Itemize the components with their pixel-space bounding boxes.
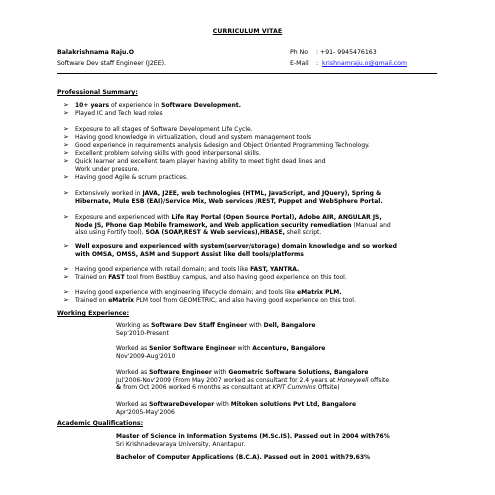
job-dell: Working as Software Dev Staff Engineer with Dell, Bangalore Sep'2010-Present [116, 322, 316, 337]
arrow-bullet-icon: ➢ [63, 273, 69, 281]
arrow-bullet-icon: ➢ [63, 213, 69, 221]
summary-item: ➢ Extensively worked in JAVA, J2EE, web technologies (HTML, JavaScript, and JQuery), Spring & Hibernate, Mule ESB (EAI)/Service Mix, Web services /REST, Puppet and WebSphere Portal. [63, 189, 383, 205]
summary-item: ➢ Trained on FAST tool from BestBuy campus, and also having good experience on this tool. [63, 273, 347, 281]
degree-msc: Master of Science in Information Systems (M.Sc.IS). Passed out in 2004 with76% Sri Krishnadevaraya University, Anantapur. [116, 433, 390, 448]
arrow-bullet-icon: ➢ [63, 133, 69, 141]
arrow-bullet-icon: ➢ [63, 265, 69, 273]
summary-item: ➢ Good experience in requirements analysis &design and Object Oriented Programming Technology. [63, 141, 370, 149]
summary-item: ➢ Excellent problem solving skills with good interpersonal skills. [63, 149, 261, 157]
section-professional-summary: Professional Summary: [57, 89, 138, 96]
summary-item: ➢ Exposure to all stages of Software Development Life Cycle. [63, 125, 253, 133]
summary-item: ➢ Played IC and Tech lead roles [63, 109, 163, 117]
job-mitoken: Worked as SoftwareDeveloper with Mitoken solutions Pvt Ltd, Bangalore Apr'2005-May'2006 [116, 401, 357, 416]
arrow-bullet-icon: ➢ [63, 101, 69, 109]
summary-item: ➢ Having good experience with engineering lifecycle domain; and tools like eMatrix PLM. [63, 288, 342, 296]
header-divider [57, 73, 437, 74]
phone-label: Ph No [290, 49, 309, 56]
summary-item: ➢ Having good Agile & scrum practices. [63, 173, 188, 181]
arrow-bullet-icon: ➢ [63, 125, 69, 133]
arrow-bullet-icon: ➢ [63, 296, 69, 304]
arrow-bullet-icon: ➢ [63, 288, 69, 296]
arrow-bullet-icon: ➢ [63, 141, 69, 149]
summary-item: ➢ 10+ years of experience in Software Development. [63, 101, 242, 109]
job-geometric: Worked as Software Engineer with Geometric Software Solutions, Bangalore Jul'2006-Nov'2009 (From May 2007 worked as consultant for 2.4 years at Honeywell offsite & from Oct 2006 worked 6 months as consultant at KPIT Cummins Offsite) [116, 369, 390, 392]
email-label: E-Mail [290, 60, 309, 67]
summary-item: ➢ Having good knowledge in virtualization, cloud and system management tools [63, 133, 312, 141]
candidate-name: Balakrishnama Raju.O [57, 49, 134, 56]
summary-item: ➢ Trained on eMatrix PLM tool from GEOMETRIC, and also having good experience on this tool. [63, 296, 356, 304]
section-working-experience: Working Experience: [57, 310, 130, 317]
document-title: CURRICULUM VITAE [212, 28, 283, 35]
section-academic-qualifications: Academic Qualifications: [57, 420, 144, 427]
arrow-bullet-icon: ➢ [63, 173, 69, 181]
email-link[interactable]: krishnamraju.o@gmail.com [322, 60, 408, 67]
arrow-bullet-icon: ➢ [63, 189, 69, 197]
arrow-bullet-icon: ➢ [63, 109, 69, 117]
job-accenture: Worked as Senior Software Engineer with Accenture, Bangalore Nov'2009-Aug'2010 [116, 345, 326, 360]
summary-item: ➢ Exposure and experienced with Life Ray Portal (Open Source Portal), Adobe AIR, ANGULAR JS, Node JS, Phone Gap Mobile framework, and Web application security remediation (Manual and also using Fortify tool), SOA (SOAP,REST & Web services),HBASE, shell script. [63, 213, 391, 237]
arrow-bullet-icon: ➢ [63, 149, 69, 157]
arrow-bullet-icon: ➢ [63, 242, 69, 250]
degree-bca: Bachelor of Computer Applications (B.C.A). Passed out in 2001 with79.63% [116, 454, 371, 461]
summary-item: ➢ Well exposure and experienced with system(server/storage) domain knowledge and so worked with OMSA, OMSS, ASM and Support Assist like dell tools/platforms [63, 242, 397, 258]
arrow-bullet-icon: ➢ [63, 157, 69, 165]
summary-item: ➢ Quick learner and excellent team player having ability to meet tight dead lines and Work under pressure. [63, 157, 326, 173]
email-separator: : [316, 60, 319, 67]
summary-item: ➢ Having good experience with retail domain; and tools like FAST, YANTRA. [63, 265, 300, 273]
phone-value: : +91- 9945476163 [316, 49, 377, 56]
candidate-role: Software Dev staff Engineer (J2EE). [57, 60, 167, 67]
